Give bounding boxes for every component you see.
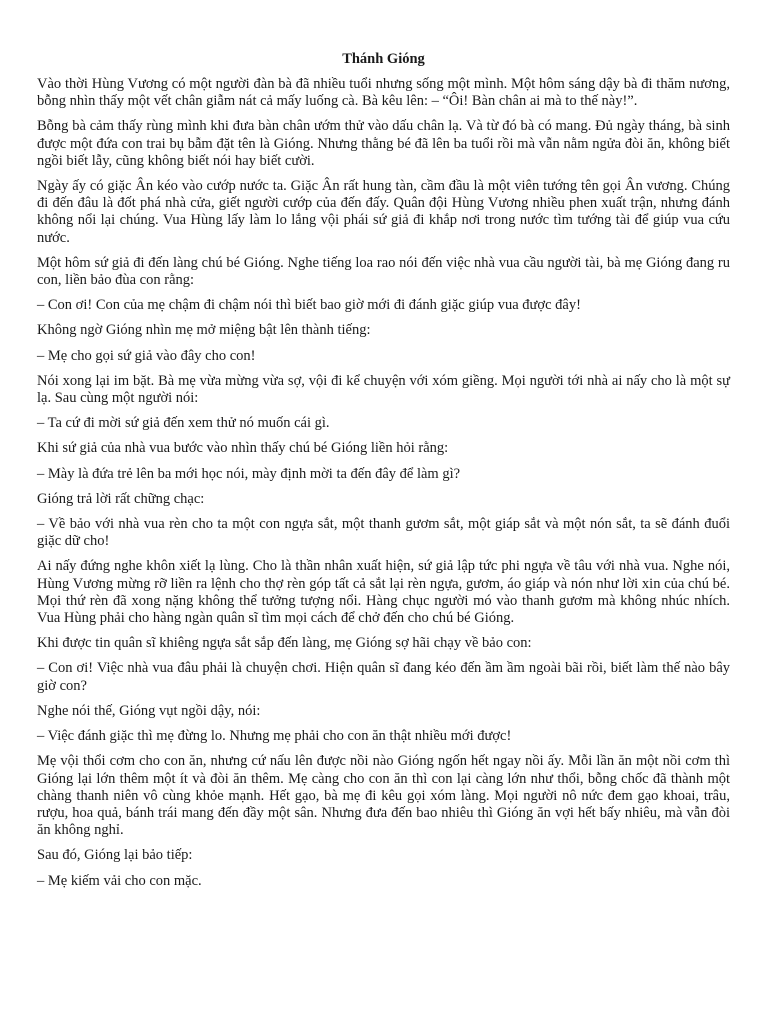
paragraph: – Ta cứ đi mời sứ giả đến xem thử nó muốn cái gì. xyxy=(37,415,330,432)
paragraph: Bỗng bà cảm thấy rùng mình khi đưa bàn chân ướm thử vào dấu chân lạ. Và từ đó bà có mang. Đủ ngày tháng, bà sinh được một đứa con trai bụ bẫm đặt tên là Gióng. Nhưng thằng bé đã lên ba tuổi rồi mà vẫn nằm ngửa đòi ăn, không biết ngồi biết lẫy, cũng không biết nói hay biết cười. xyxy=(37,118,730,169)
paragraph: Ngày ấy có giặc Ân kéo vào cướp nước ta. Giặc Ân rất hung tàn, cầm đầu là một viên tướng tên gọi Ân vương. Chúng đi đến đâu là đốt phá nhà cửa, giết người cướp của đến đấy. Quân đội Hùng Vương nhiều phen xuất trận, nhưng đánh không nổi lại chúng. Vua Hùng lấy làm lo lắng vội phái sứ giả đi khắp nơi trong nước tìm tướng tài để giúp vua cứu nước. xyxy=(37,178,730,246)
paragraph: – Về bảo với nhà vua rèn cho ta một con ngựa sắt, một thanh gươm sắt, một giáp sắt và một nón sắt, ta sẽ đánh đuổi giặc dữ cho! xyxy=(37,516,730,550)
paragraph: Một hôm sứ giả đi đến làng chú bé Gióng. Nghe tiếng loa rao nói đến việc nhà vua cầu người tài, bà mẹ Gióng đang ru con, liền bảo đùa con rằng: xyxy=(37,254,730,289)
paragraph: – Mẹ cho gọi sứ giả vào đây cho con! xyxy=(37,347,256,364)
paragraph: Vào thời Hùng Vương có một người đàn bà đã nhiều tuổi nhưng sống một mình. Một hôm sáng dậy bà đi thăm nương, bỗng nhìn thấy một vết chân giẫm nát cả mấy luống cà. Bà kêu lên: – “Ôi! Bàn chân ai mà to thế này!”. xyxy=(37,76,730,110)
paragraph: Nghe nói thế, Gióng vụt ngồi dậy, nói: xyxy=(37,702,261,719)
paragraph: – Con ơi! Con của mẹ chậm đi chậm nói thì biết bao giờ mới đi đánh giặc giúp vua được đây! xyxy=(37,297,581,314)
paragraph: Khi được tin quân sĩ khiêng ngựa sắt sắp đến làng, mẹ Gióng sợ hãi chạy về bảo con: xyxy=(37,635,532,652)
paragraph: Nói xong lại im bặt. Bà mẹ vừa mừng vừa sợ, vội đi kể chuyện với xóm giềng. Mọi người tới nhà ai nấy cho là một sự lạ. Sau cùng một người nói: xyxy=(37,372,730,407)
paragraph: Mẹ vội thổi cơm cho con ăn, nhưng cứ nấu lên được nồi nào Gióng ngốn hết ngay nồi ấy. Mỗi lần ăn một nồi cơm thì Gióng lại lớn thêm một ít và đòi ăn thêm. Mẹ càng cho con ăn thì con lại càng lớn như thổi, bỗng chốc đã thành một chàng thanh niên vô cùng khỏe mạnh. Hết gạo, bà mẹ đi kêu gọi xóm làng. Mọi người nô nức đem gạo khoai, trâu, rượu, hoa quả, bánh trái mang đến đầy một sân. Nhưng đưa đến bao nhiêu thì Gióng ăn vợi hết bấy nhiêu, mà vẫn đòi ăn không nghỉ. xyxy=(37,753,730,839)
paragraph: Ai nấy đứng nghe khôn xiết lạ lùng. Cho là thần nhân xuất hiện, sứ giả lập tức phi ngựa về tâu với nhà vua. Nghe nói, Hùng Vương mừng rỡ liền ra lệnh cho thợ rèn góp tất cả sắt lại rèn ngựa, gươm, áo giáp và nón như lời xin của chú bé. Mọi thứ rèn đã xong nặng không thể tưởng tượng nổi. Hàng chục người mó vào thanh gươm mà không nhúc nhích. Vua Hùng phải cho hàng ngàn quân sĩ tìm mọi cách để chở đến cho chú bé Gióng. xyxy=(37,558,730,627)
paragraph: Sau đó, Gióng lại bảo tiếp: xyxy=(37,847,193,864)
paragraph: – Mày là đứa trẻ lên ba mới học nói, mày định mời ta đến đây để làm gì? xyxy=(37,465,461,482)
document-title: Thánh Gióng xyxy=(342,51,425,67)
paragraph: Gióng trả lời rất chững chạc: xyxy=(37,490,205,507)
paragraph: – Con ơi! Việc nhà vua đâu phải là chuyện chơi. Hiện quân sĩ đang kéo đến ầm ầm ngoài bãi rồi, biết làm thế nào bây giờ con? xyxy=(37,660,730,694)
paragraph: – Việc đánh giặc thì mẹ đừng lo. Nhưng mẹ phải cho con ăn thật nhiều mới được! xyxy=(37,728,512,745)
paragraph: – Mẹ kiếm vải cho con mặc. xyxy=(37,872,202,889)
paragraph: Không ngờ Gióng nhìn mẹ mở miệng bật lên thành tiếng: xyxy=(37,322,371,339)
paragraph: Khi sứ giả của nhà vua bước vào nhìn thấy chú bé Gióng liền hỏi rằng: xyxy=(37,440,449,457)
